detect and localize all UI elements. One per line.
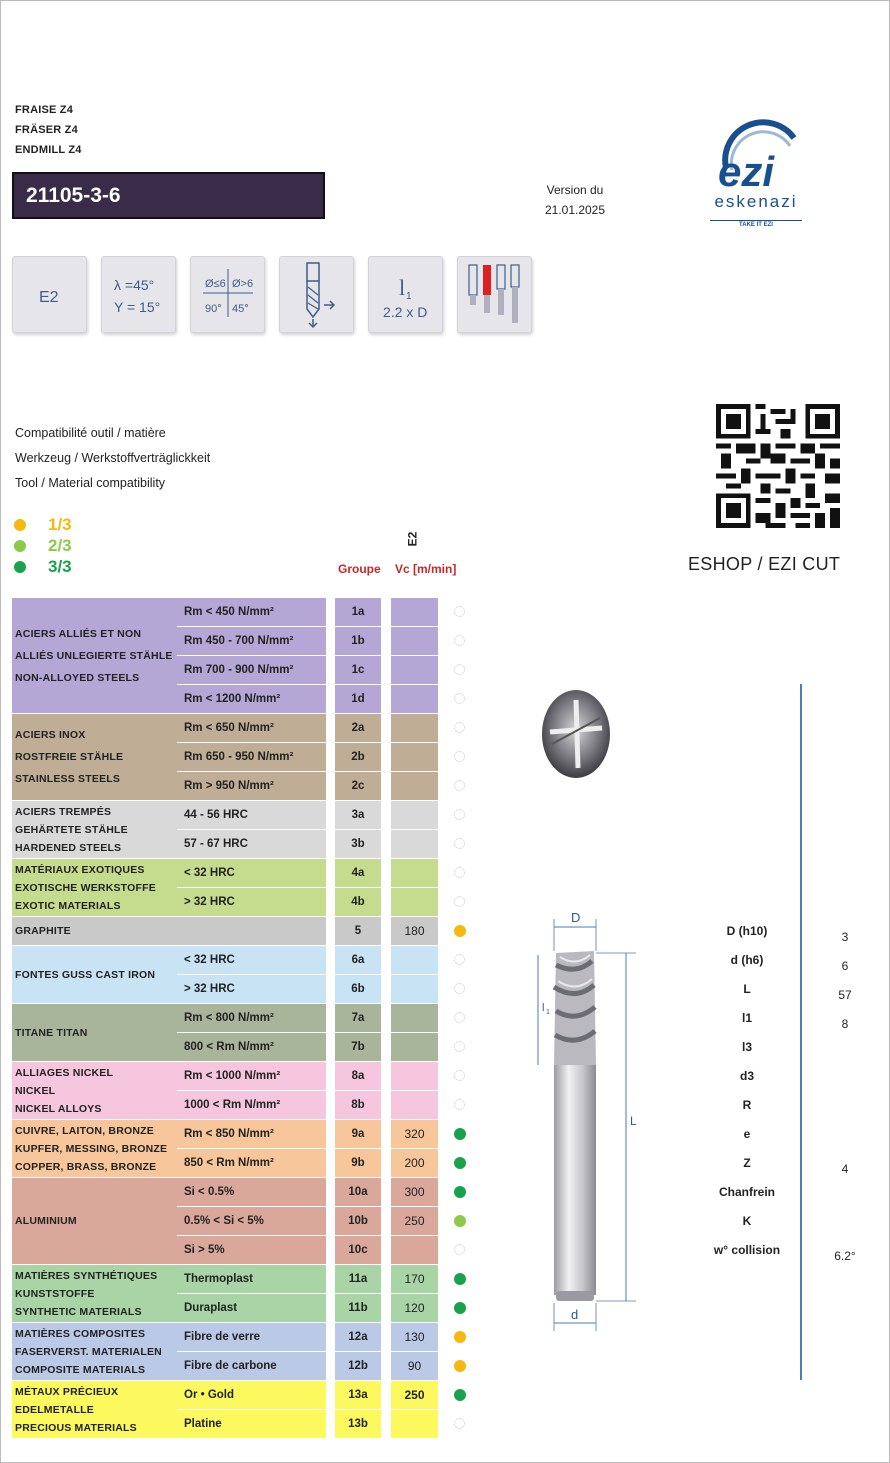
product-type-de: FRÄSER Z4 (15, 124, 78, 136)
group-cell: 1a (335, 598, 381, 626)
tool-side-drawing (520, 905, 650, 1335)
rating-dot-empty (454, 722, 465, 733)
group-cell: 7a (335, 1004, 381, 1032)
group-cell: 4b (335, 888, 381, 916)
material-subrange: Thermoplast (177, 1265, 326, 1293)
svg-text:Ø>6: Ø>6 (232, 278, 254, 290)
rating-dot (454, 1302, 466, 1314)
material-subrange: Rm 650 - 950 N/mm² (177, 743, 326, 771)
material-category-line: HARDENED STEELS (15, 841, 122, 854)
group-cell: 11b (335, 1294, 381, 1322)
material-category-line: STAINLESS STEELS (15, 773, 121, 785)
rating-dot-empty (454, 867, 465, 878)
material-category-line: PRECIOUS MATERIALS (15, 1421, 137, 1434)
legend-dot-2 (14, 540, 26, 552)
material-category-line: MATÉRIAUX EXOTIQUES (15, 863, 145, 876)
rating-dot (454, 1157, 466, 1169)
legend-label-3: 3/3 (48, 557, 72, 576)
dimension-value: 57 (838, 988, 852, 1002)
vc-cell: 250 (391, 1381, 438, 1409)
material-category-line: TITANE TITAN (15, 1026, 88, 1039)
material-category-line: ACIERS TREMPÉS (15, 805, 112, 818)
logo-mark: ezi (718, 148, 775, 188)
material-category-line: EXOTIC MATERIALS (15, 899, 121, 912)
rating-dot-empty (454, 1099, 465, 1110)
rating-dot-empty (454, 896, 465, 907)
rating-dot (454, 1389, 466, 1401)
material-category-line: KUPFER, MESSING, BRONZE (15, 1142, 168, 1155)
vc-cell (391, 975, 438, 1003)
qr-code-icon[interactable] (716, 403, 840, 529)
material-category-line: CUIVRE, LAITON, BRONZE (15, 1124, 154, 1137)
dimension-name: D (h10) (726, 924, 768, 938)
material-subrange: 57 - 67 HRC (177, 830, 326, 858)
dimension-name: K (742, 1214, 752, 1228)
material-subrange: Rm 450 - 700 N/mm² (177, 627, 326, 655)
material-category (12, 1120, 177, 1177)
material-category (12, 1381, 177, 1438)
group-cell: 4a (335, 859, 381, 887)
svg-text:Y = 15°: Y = 15° (114, 299, 161, 315)
group-cell: 12b (335, 1352, 381, 1380)
rating-dot (454, 1215, 466, 1227)
material-subrange: Rm < 450 N/mm² (177, 598, 326, 626)
material-subrange: > 32 HRC (177, 888, 326, 916)
dimension-name: d (h6) (730, 953, 764, 967)
group-cell: 10a (335, 1178, 381, 1206)
version-info (530, 180, 620, 220)
material-subrange: Duraplast (177, 1294, 326, 1322)
group-cell: 2c (335, 772, 381, 800)
svg-text:2.2 x D: 2.2 x D (383, 304, 428, 320)
material-category (12, 1265, 177, 1322)
svg-text:1: 1 (406, 291, 412, 302)
version-label: Version du (546, 183, 604, 197)
material-category (12, 1323, 177, 1380)
vc-cell (391, 598, 438, 626)
vc-cell (391, 627, 438, 655)
material-subrange: Platine (177, 1410, 326, 1438)
vc-cell (391, 772, 438, 800)
tool-series-icon (457, 256, 532, 333)
material-subrange: 1000 < Rm N/mm² (177, 1091, 326, 1119)
group-cell: 5 (335, 917, 381, 945)
material-subrange: < 32 HRC (177, 946, 326, 974)
vc-header: Vc [m/min] (395, 562, 457, 576)
vc-cell: 130 (391, 1323, 438, 1351)
rating-dot-empty (454, 1244, 465, 1255)
material-subrange: 850 < Rm N/mm² (177, 1149, 326, 1177)
group-cell: 11a (335, 1265, 381, 1293)
material-subrange: Rm < 850 N/mm² (177, 1120, 326, 1148)
vc-cell (391, 1410, 438, 1438)
dim-label-l1: l (542, 1002, 545, 1014)
rating-dot-empty (454, 1070, 465, 1081)
dimension-value: 6.2° (834, 1249, 856, 1263)
material-category (12, 859, 177, 916)
logo-brand: eskenazi (714, 192, 798, 211)
material-category-line: FONTES GUSS CAST IRON (15, 968, 156, 981)
group-cell: 8a (335, 1062, 381, 1090)
dimension-name: l3 (741, 1040, 752, 1054)
vc-cell: 200 (391, 1149, 438, 1177)
group-cell: 13a (335, 1381, 381, 1409)
vc-cell (391, 946, 438, 974)
material-category-line: COMPOSITE MATERIALS (15, 1363, 146, 1376)
dimension-value: 4 (841, 1162, 849, 1176)
material-subrange: Rm < 800 N/mm² (177, 1004, 326, 1032)
tool-end-view-image (540, 688, 614, 780)
group-cell: 6b (335, 975, 381, 1003)
rating-dot-empty (454, 983, 465, 994)
group-header: Groupe (338, 562, 381, 576)
rating-dot-empty (454, 606, 465, 617)
material-subrange: > 32 HRC (177, 975, 326, 1003)
material-category-line: ACIERS INOX (15, 729, 86, 741)
material-subrange: Si < 0.5% (177, 1178, 326, 1206)
material-category-line: KUNSTSTOFFE (15, 1287, 95, 1300)
rating-dot-empty (454, 954, 465, 965)
material-subrange: Rm < 650 N/mm² (177, 714, 326, 742)
material-subrange: Rm 700 - 900 N/mm² (177, 656, 326, 684)
group-cell: 3b (335, 830, 381, 858)
legend-dot-1 (14, 519, 26, 531)
vc-cell (391, 1004, 438, 1032)
coating-icon (12, 256, 87, 333)
group-cell: 2a (335, 714, 381, 742)
material-category (12, 946, 177, 1003)
svg-text:90°: 90° (205, 303, 222, 315)
group-cell: 1b (335, 627, 381, 655)
vc-cell (391, 685, 438, 713)
material-category (12, 801, 177, 858)
material-category-line: MÉTAUX PRÉCIEUX (15, 1385, 119, 1398)
rating-dot-empty (454, 809, 465, 820)
dimension-value: 3 (841, 930, 849, 944)
material-category-line: NICKEL (15, 1084, 56, 1097)
material-subrange: Or • Gold (177, 1381, 326, 1409)
material-subrange: Fibre de carbone (177, 1352, 326, 1380)
reference-number: 21105-3-6 (26, 184, 121, 207)
vc-cell (391, 1236, 438, 1264)
center-cutting-icon (279, 256, 354, 333)
rating-dot-empty (454, 693, 465, 704)
compat-fr: Compatibilité outil / matière (15, 426, 166, 440)
vc-cell (391, 830, 438, 858)
rating-dot-empty (454, 1041, 465, 1052)
vc-cell (391, 1091, 438, 1119)
group-cell: 10c (335, 1236, 381, 1264)
logo-swoosh-icon (706, 108, 806, 188)
material-subrange: Fibre de verre (177, 1323, 326, 1351)
rating-dot-empty (454, 751, 465, 762)
material-category-line: NON-ALLOYED STEELS (15, 671, 140, 684)
group-cell: 13b (335, 1410, 381, 1438)
rating-dot (454, 1360, 466, 1372)
rating-dot-empty (454, 635, 465, 646)
rating-dot-empty (454, 1418, 465, 1429)
material-subrange: < 32 HRC (177, 859, 326, 887)
vc-cell: 320 (391, 1120, 438, 1148)
dimension-name: l1 (741, 1011, 752, 1025)
material-category-line: FASERVERST. MATERIALEN (15, 1345, 162, 1358)
dimension-name: Chanfrein (718, 1185, 775, 1199)
group-cell: 12a (335, 1323, 381, 1351)
svg-text:l: l (399, 275, 406, 300)
dimension-name: R (742, 1098, 752, 1112)
group-cell: 7b (335, 1033, 381, 1061)
material-category (12, 1178, 177, 1264)
material-category-line: EDELMETALLE (15, 1403, 95, 1416)
rating-dot-empty (454, 838, 465, 849)
version-date: 21.01.2025 (544, 203, 606, 217)
material-category-line: GEHÄRTETE STÄHLE (15, 823, 128, 836)
logo-tagline: TAKE IT EZI (706, 222, 806, 228)
dimension-divider (800, 684, 802, 1380)
dim-label-D: D (571, 910, 581, 925)
cutting-length-icon (368, 256, 443, 333)
vc-cell: 120 (391, 1294, 438, 1322)
rating-dot-empty (454, 664, 465, 675)
material-category (12, 1004, 177, 1061)
legend-label-2: 2/3 (48, 536, 72, 555)
material-category-line: ALUMINIUM (15, 1215, 77, 1227)
material-category-line: SYNTHETIC MATERIALS (15, 1305, 142, 1318)
rating-dot (454, 1186, 466, 1198)
vc-cell (391, 1033, 438, 1061)
group-cell: 9b (335, 1149, 381, 1177)
product-type-fr: FRAISE Z4 (15, 104, 74, 116)
rating-dot-empty (454, 780, 465, 791)
rating-dot-empty (454, 1012, 465, 1023)
vc-cell (391, 859, 438, 887)
material-subrange: Si > 5% (177, 1236, 326, 1264)
rating-dot (454, 1273, 466, 1285)
rating-dot (454, 1331, 466, 1343)
group-cell: 3a (335, 801, 381, 829)
helix-angle-icon (101, 256, 176, 333)
group-cell: 10b (335, 1207, 381, 1235)
vc-cell: 90 (391, 1352, 438, 1380)
vc-cell (391, 714, 438, 742)
vc-cell (391, 743, 438, 771)
compat-de: Werkzeug / Werkstoffverträglickkeit (15, 451, 211, 465)
vc-cell: 170 (391, 1265, 438, 1293)
material-category (12, 1062, 177, 1119)
reference-box (12, 172, 325, 219)
vc-cell (391, 1062, 438, 1090)
dimension-name: Z (743, 1156, 751, 1170)
material-subrange: Rm < 1000 N/mm² (177, 1062, 326, 1090)
rating-dot (454, 925, 466, 937)
material-category-line: GRAPHITE (15, 925, 71, 937)
material-category (12, 598, 177, 713)
compat-en: Tool / Material compatibility (15, 476, 166, 490)
material-category-line: ALLIAGES NICKEL (15, 1066, 114, 1079)
dimension-value: 6 (841, 959, 849, 973)
material-subrange: Rm < 1200 N/mm² (177, 685, 326, 713)
svg-text:λ =45°: λ =45° (114, 277, 155, 293)
svg-text:E2: E2 (39, 289, 59, 306)
ezi-logo (706, 108, 806, 233)
material-category-line: ROSTFREIE STÄHLE (15, 751, 124, 763)
material-category-line: COPPER, BRASS, BRONZE (15, 1160, 157, 1173)
legend-dot-3 (14, 561, 26, 573)
material-category-line: MATIÈRES COMPOSITES (15, 1327, 146, 1340)
material-category-line: EXOTISCHE WERKSTOFFE (15, 881, 156, 894)
material-subrange: 800 < Rm N/mm² (177, 1033, 326, 1061)
vc-cell: 300 (391, 1178, 438, 1206)
material-category (12, 917, 326, 945)
material-category-line: ACIERS ALLIÉS ET NON (15, 627, 142, 640)
material-subrange: 44 - 56 HRC (177, 801, 326, 829)
legend-label-1: 1/3 (48, 515, 72, 534)
material-category-line: NICKEL ALLOYS (15, 1102, 102, 1115)
product-type-en: ENDMILL Z4 (15, 144, 82, 156)
group-cell: 2b (335, 743, 381, 771)
material-category (12, 714, 177, 800)
vc-cell (391, 801, 438, 829)
svg-text:45°: 45° (232, 303, 249, 315)
material-category-line: ALLIÉS UNLEGIERTE STÄHLE (15, 649, 173, 662)
dimension-name: d3 (739, 1069, 754, 1083)
group-cell: 9a (335, 1120, 381, 1148)
vc-cell: 180 (391, 917, 438, 945)
dimension-name: w° collision (713, 1243, 781, 1257)
vc-cell (391, 656, 438, 684)
dimension-name: e (743, 1127, 751, 1141)
dim-label-L: L (630, 1114, 637, 1128)
group-cell: 8b (335, 1091, 381, 1119)
rating-dot (454, 1128, 466, 1140)
group-cell: 6a (335, 946, 381, 974)
chamfer-icon (190, 256, 265, 333)
group-cell: 1c (335, 656, 381, 684)
group-cell: 1d (335, 685, 381, 713)
svg-text:Ø≤6: Ø≤6 (205, 278, 226, 290)
coating-column-header: E2 (405, 531, 420, 547)
dimension-name: L (743, 982, 751, 996)
svg-text:1: 1 (546, 1009, 550, 1016)
vc-cell: 250 (391, 1207, 438, 1235)
material-subrange: 0.5% < Si < 5% (177, 1207, 326, 1235)
dimension-value: 8 (841, 1017, 849, 1031)
material-category-line: MATIÈRES SYNTHÉTIQUES (15, 1269, 158, 1282)
eshop-label[interactable]: ESHOP / EZI CUT (688, 554, 841, 574)
vc-cell (391, 888, 438, 916)
dim-label-d: d (571, 1307, 579, 1322)
material-subrange: Rm > 950 N/mm² (177, 772, 326, 800)
